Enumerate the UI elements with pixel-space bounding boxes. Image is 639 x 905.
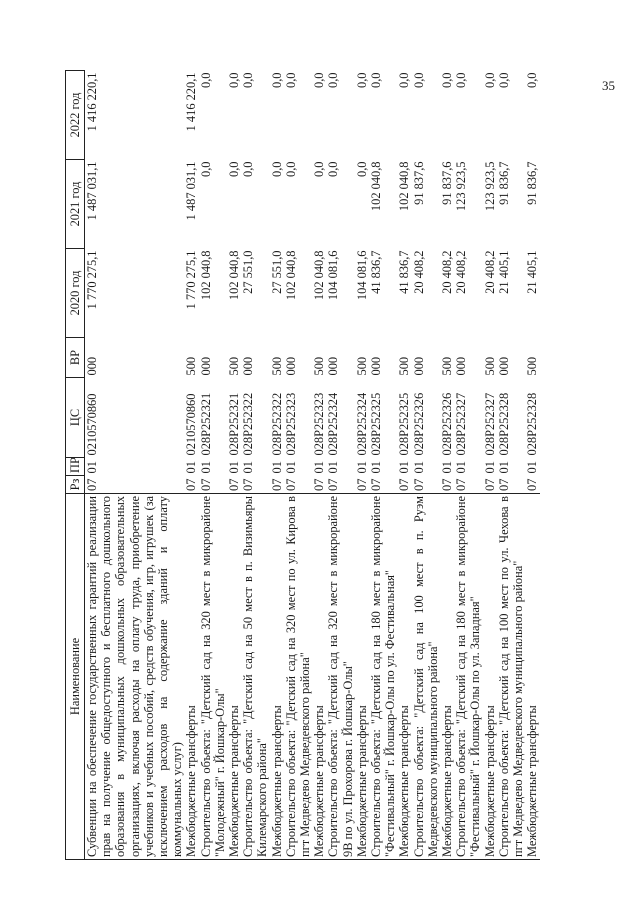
row-cs: 028P252324 bbox=[354, 392, 369, 456]
row-rz: 07 bbox=[227, 478, 242, 491]
row-2022: 0,0 bbox=[496, 72, 511, 88]
row-vr: 500 bbox=[227, 356, 242, 376]
row-cs: 028P252323 bbox=[312, 392, 327, 456]
row-cs: 028P252327 bbox=[454, 392, 469, 456]
row-name: Межбюджетные трансферты bbox=[483, 494, 497, 860]
table-body bbox=[85, 71, 540, 860]
row-2022: 0,0 bbox=[525, 72, 540, 88]
budget-table-rotated bbox=[65, 70, 605, 860]
row-pr: 01 bbox=[269, 461, 284, 474]
row-vr: 500 bbox=[482, 356, 497, 376]
header-2022: 2022 год bbox=[66, 71, 85, 160]
row-2020: 102 040,8 bbox=[283, 250, 298, 301]
row-rz: 07 bbox=[312, 478, 327, 491]
row-rz: 07 bbox=[440, 478, 455, 491]
row-rz: 07 bbox=[496, 478, 511, 491]
row-2020: 20 408,2 bbox=[440, 250, 455, 294]
row-2020: 27 551,0 bbox=[241, 250, 256, 294]
row-pr: 01 bbox=[326, 461, 341, 474]
row-vr: 000 bbox=[326, 356, 341, 376]
table-row bbox=[397, 71, 411, 860]
row-pr: 01 bbox=[312, 461, 327, 474]
row-rz: 07 bbox=[369, 478, 384, 491]
row-2021: 1 487 031,1 bbox=[85, 161, 99, 221]
row-2022: 0,0 bbox=[440, 72, 455, 88]
row-vr: 000 bbox=[198, 356, 213, 376]
row-cs: 028P252326 bbox=[440, 392, 455, 456]
row-pr: 01 bbox=[227, 461, 242, 474]
row-2021: 0,0 bbox=[312, 161, 327, 177]
row-2021: 1 487 031,1 bbox=[184, 161, 199, 221]
table-row bbox=[440, 71, 454, 860]
row-pr: 01 bbox=[198, 461, 213, 474]
row-2021: 102 040,8 bbox=[369, 161, 384, 212]
row-vr: 500 bbox=[525, 356, 540, 376]
row-2021: 91 836,7 bbox=[525, 161, 540, 205]
row-pr: 01 bbox=[369, 461, 384, 474]
table-row bbox=[412, 71, 440, 860]
row-name: Межбюджетные трансферты bbox=[525, 494, 539, 860]
row-2020: 20 408,2 bbox=[454, 250, 469, 294]
row-cs: 0210570860 bbox=[85, 393, 99, 456]
row-vr: 000 bbox=[411, 356, 426, 376]
row-2021: 0,0 bbox=[241, 161, 256, 177]
row-2022: 0,0 bbox=[482, 72, 497, 88]
row-2020: 41 836,7 bbox=[369, 250, 384, 294]
row-2022: 0,0 bbox=[354, 72, 369, 88]
row-vr: 500 bbox=[269, 356, 284, 376]
row-name: Межбюджетные трансферты bbox=[270, 494, 284, 860]
row-pr: 01 bbox=[354, 461, 369, 474]
table-row bbox=[497, 71, 525, 860]
row-cs: 028P252324 bbox=[326, 392, 341, 456]
table-row bbox=[525, 71, 539, 860]
row-cs: 028P252328 bbox=[496, 392, 511, 456]
row-cs: 028P252322 bbox=[241, 392, 256, 456]
row-name: Межбюджетные трансферты bbox=[312, 494, 326, 860]
header-pr: ПР bbox=[66, 458, 85, 476]
table-header bbox=[66, 71, 85, 860]
row-2021: 123 923,5 bbox=[454, 161, 469, 212]
row-cs: 028P252321 bbox=[198, 392, 213, 456]
row-2022: 1 416 220,1 bbox=[184, 72, 199, 132]
row-vr: 500 bbox=[397, 356, 412, 376]
row-rz: 07 bbox=[525, 478, 540, 491]
row-vr: 000 bbox=[369, 356, 384, 376]
row-rz: 07 bbox=[85, 478, 99, 491]
row-2020: 20 408,2 bbox=[411, 250, 426, 294]
row-pr: 01 bbox=[397, 461, 412, 474]
row-2020: 21 405,1 bbox=[496, 250, 511, 294]
row-2020: 102 040,8 bbox=[198, 250, 213, 301]
row-2021: 123 923,5 bbox=[482, 161, 497, 212]
row-rz: 07 bbox=[326, 478, 341, 491]
row-2022: 0,0 bbox=[241, 72, 256, 88]
row-2021: 0,0 bbox=[283, 161, 298, 177]
row-2021: 91 837,6 bbox=[411, 161, 426, 205]
row-pr: 01 bbox=[241, 461, 256, 474]
row-vr: 500 bbox=[440, 356, 455, 376]
row-vr: 000 bbox=[85, 356, 99, 376]
row-rz: 07 bbox=[241, 478, 256, 491]
row-2020: 102 040,8 bbox=[227, 250, 242, 301]
header-cs: ЦС bbox=[66, 378, 85, 458]
row-cs: 028P252325 bbox=[397, 392, 412, 456]
row-cs: 028P252321 bbox=[227, 392, 242, 456]
row-2021: 0,0 bbox=[269, 161, 284, 177]
row-name: Межбюджетные трансферты bbox=[355, 494, 369, 860]
header-vr: ВР bbox=[66, 338, 85, 378]
table-row bbox=[312, 71, 326, 860]
row-rz: 07 bbox=[454, 478, 469, 491]
row-2022: 0,0 bbox=[227, 72, 242, 88]
row-2022: 0,0 bbox=[269, 72, 284, 88]
row-pr: 01 bbox=[411, 461, 426, 474]
row-2020: 41 836,7 bbox=[397, 250, 412, 294]
row-pr: 01 bbox=[525, 461, 540, 474]
header-2020: 2020 год bbox=[66, 249, 85, 338]
row-cs: 028P252322 bbox=[269, 392, 284, 456]
table-row bbox=[355, 71, 369, 860]
row-rz: 07 bbox=[283, 478, 298, 491]
row-2022: 0,0 bbox=[198, 72, 213, 88]
row-2022: 1 416 220,1 bbox=[85, 72, 99, 132]
row-2020: 104 081,6 bbox=[326, 250, 341, 301]
table-row bbox=[454, 71, 482, 860]
row-pr: 01 bbox=[496, 461, 511, 474]
row-vr: 500 bbox=[184, 356, 199, 376]
table-row bbox=[199, 71, 227, 860]
row-2021: 0,0 bbox=[227, 161, 242, 177]
row-cs: 028P252323 bbox=[283, 392, 298, 456]
row-name: Строительство объекта: "Детский сад на 320 мест по ул. Кирова в пгт Медведево Медведевского района" bbox=[284, 494, 312, 860]
row-pr: 01 bbox=[440, 461, 455, 474]
row-name: Строительство объекта: "Детский сад на 100 мест в п. Руэм Медведевского муниципального района" bbox=[412, 494, 440, 860]
row-2020: 21 405,1 bbox=[525, 250, 540, 294]
row-2021: 91 836,7 bbox=[496, 161, 511, 205]
row-rz: 07 bbox=[397, 478, 412, 491]
row-name: Межбюджетные трансферты bbox=[184, 494, 198, 860]
row-vr: 000 bbox=[454, 356, 469, 376]
row-2022: 0,0 bbox=[369, 72, 384, 88]
row-2021: 0,0 bbox=[326, 161, 341, 177]
row-pr: 01 bbox=[283, 461, 298, 474]
row-2021: 0,0 bbox=[354, 161, 369, 177]
row-2022: 0,0 bbox=[283, 72, 298, 88]
row-rz: 07 bbox=[198, 478, 213, 491]
row-cs: 028P252325 bbox=[369, 392, 384, 456]
row-vr: 000 bbox=[241, 356, 256, 376]
page-number: 35 bbox=[602, 78, 615, 93]
row-2022: 0,0 bbox=[411, 72, 426, 88]
table-row bbox=[483, 71, 497, 860]
row-name: Межбюджетные трансферты bbox=[227, 494, 241, 860]
row-name: Строительство объекта: "Детский сад на 50 мест в п. Визимьяры Килемарского района" bbox=[241, 494, 269, 860]
row-pr: 01 bbox=[454, 461, 469, 474]
row-rz: 07 bbox=[411, 478, 426, 491]
budget-table bbox=[65, 70, 540, 860]
row-2020: 20 408,2 bbox=[482, 250, 497, 294]
row-name: Межбюджетные трансферты bbox=[440, 494, 454, 860]
row-2021: 102 040,8 bbox=[397, 161, 412, 212]
row-name: Субвенции на обеспечение государственных гарантий реализации прав на получение общедоступного и бесплатного дошкольного образования в муниципальных дошкольных образовательных организациях, включая расходы на оплату труда, приобретение учебников и учебных пособий, средств обучения, игр, игрушек (за исключением расходов на содержание зданий и оплату коммунальных услуг) bbox=[85, 494, 185, 860]
row-cs: 028P252327 bbox=[482, 392, 497, 456]
header-name: Наименование bbox=[66, 494, 85, 860]
row-2021: 91 837,6 bbox=[440, 161, 455, 205]
row-cs: 028P252326 bbox=[411, 392, 426, 456]
table-row bbox=[284, 71, 312, 860]
row-name: Строительство объекта: "Детский сад на 180 мест в микрорайоне "Фестивальный" г. Йошкар-Олы по ул. Фестивальная" bbox=[369, 494, 397, 860]
row-rz: 07 bbox=[482, 478, 497, 491]
row-cs: 0210570860 bbox=[184, 393, 199, 456]
table-row bbox=[326, 71, 354, 860]
row-2022: 0,0 bbox=[326, 72, 341, 88]
header-rz: Рз bbox=[66, 476, 85, 494]
row-2022: 0,0 bbox=[454, 72, 469, 88]
table-row bbox=[270, 71, 284, 860]
row-2022: 0,0 bbox=[312, 72, 327, 88]
row-2020: 1 770 275,1 bbox=[184, 250, 199, 310]
row-2020: 102 040,8 bbox=[312, 250, 327, 301]
row-2020: 1 770 275,1 bbox=[85, 250, 99, 310]
row-name: Строительство объекта: "Детский сад на 180 мест в микрорайоне "Фестивальный" г. Йошкар-Олы по ул. Западная" bbox=[454, 494, 482, 860]
row-vr: 000 bbox=[496, 356, 511, 376]
header-2021: 2021 год bbox=[66, 160, 85, 249]
row-pr: 01 bbox=[85, 461, 99, 474]
table-row bbox=[241, 71, 269, 860]
row-2020: 104 081,6 bbox=[354, 250, 369, 301]
row-vr: 500 bbox=[312, 356, 327, 376]
row-2022: 0,0 bbox=[397, 72, 412, 88]
row-vr: 000 bbox=[283, 356, 298, 376]
row-name: Строительство объекта: "Детский сад на 320 мест в микрорайоне "Молодежный" г. Йошкар-Олы" bbox=[199, 494, 227, 860]
row-name: Межбюджетные трансферты bbox=[397, 494, 411, 860]
row-cs: 028P252328 bbox=[525, 392, 540, 456]
row-name: Строительство объекта: "Детский сад на 320 мест в микрорайоне 9В по ул. Прохорова г. Йошкар-Олы" bbox=[326, 494, 354, 860]
row-vr: 500 bbox=[354, 356, 369, 376]
row-name: Строительство объекта: "Детский сад на 100 мест по ул. Чехова в пгт Медведево Медведевского муниципального района" bbox=[497, 494, 525, 860]
row-rz: 07 bbox=[184, 478, 199, 491]
table-row bbox=[184, 71, 198, 860]
table-row bbox=[85, 71, 185, 860]
table-row bbox=[227, 71, 241, 860]
row-2021: 0,0 bbox=[198, 161, 213, 177]
row-2020: 27 551,0 bbox=[269, 250, 284, 294]
row-rz: 07 bbox=[269, 478, 284, 491]
row-rz: 07 bbox=[354, 478, 369, 491]
row-pr: 01 bbox=[184, 461, 199, 474]
row-pr: 01 bbox=[482, 461, 497, 474]
table-row bbox=[369, 71, 397, 860]
